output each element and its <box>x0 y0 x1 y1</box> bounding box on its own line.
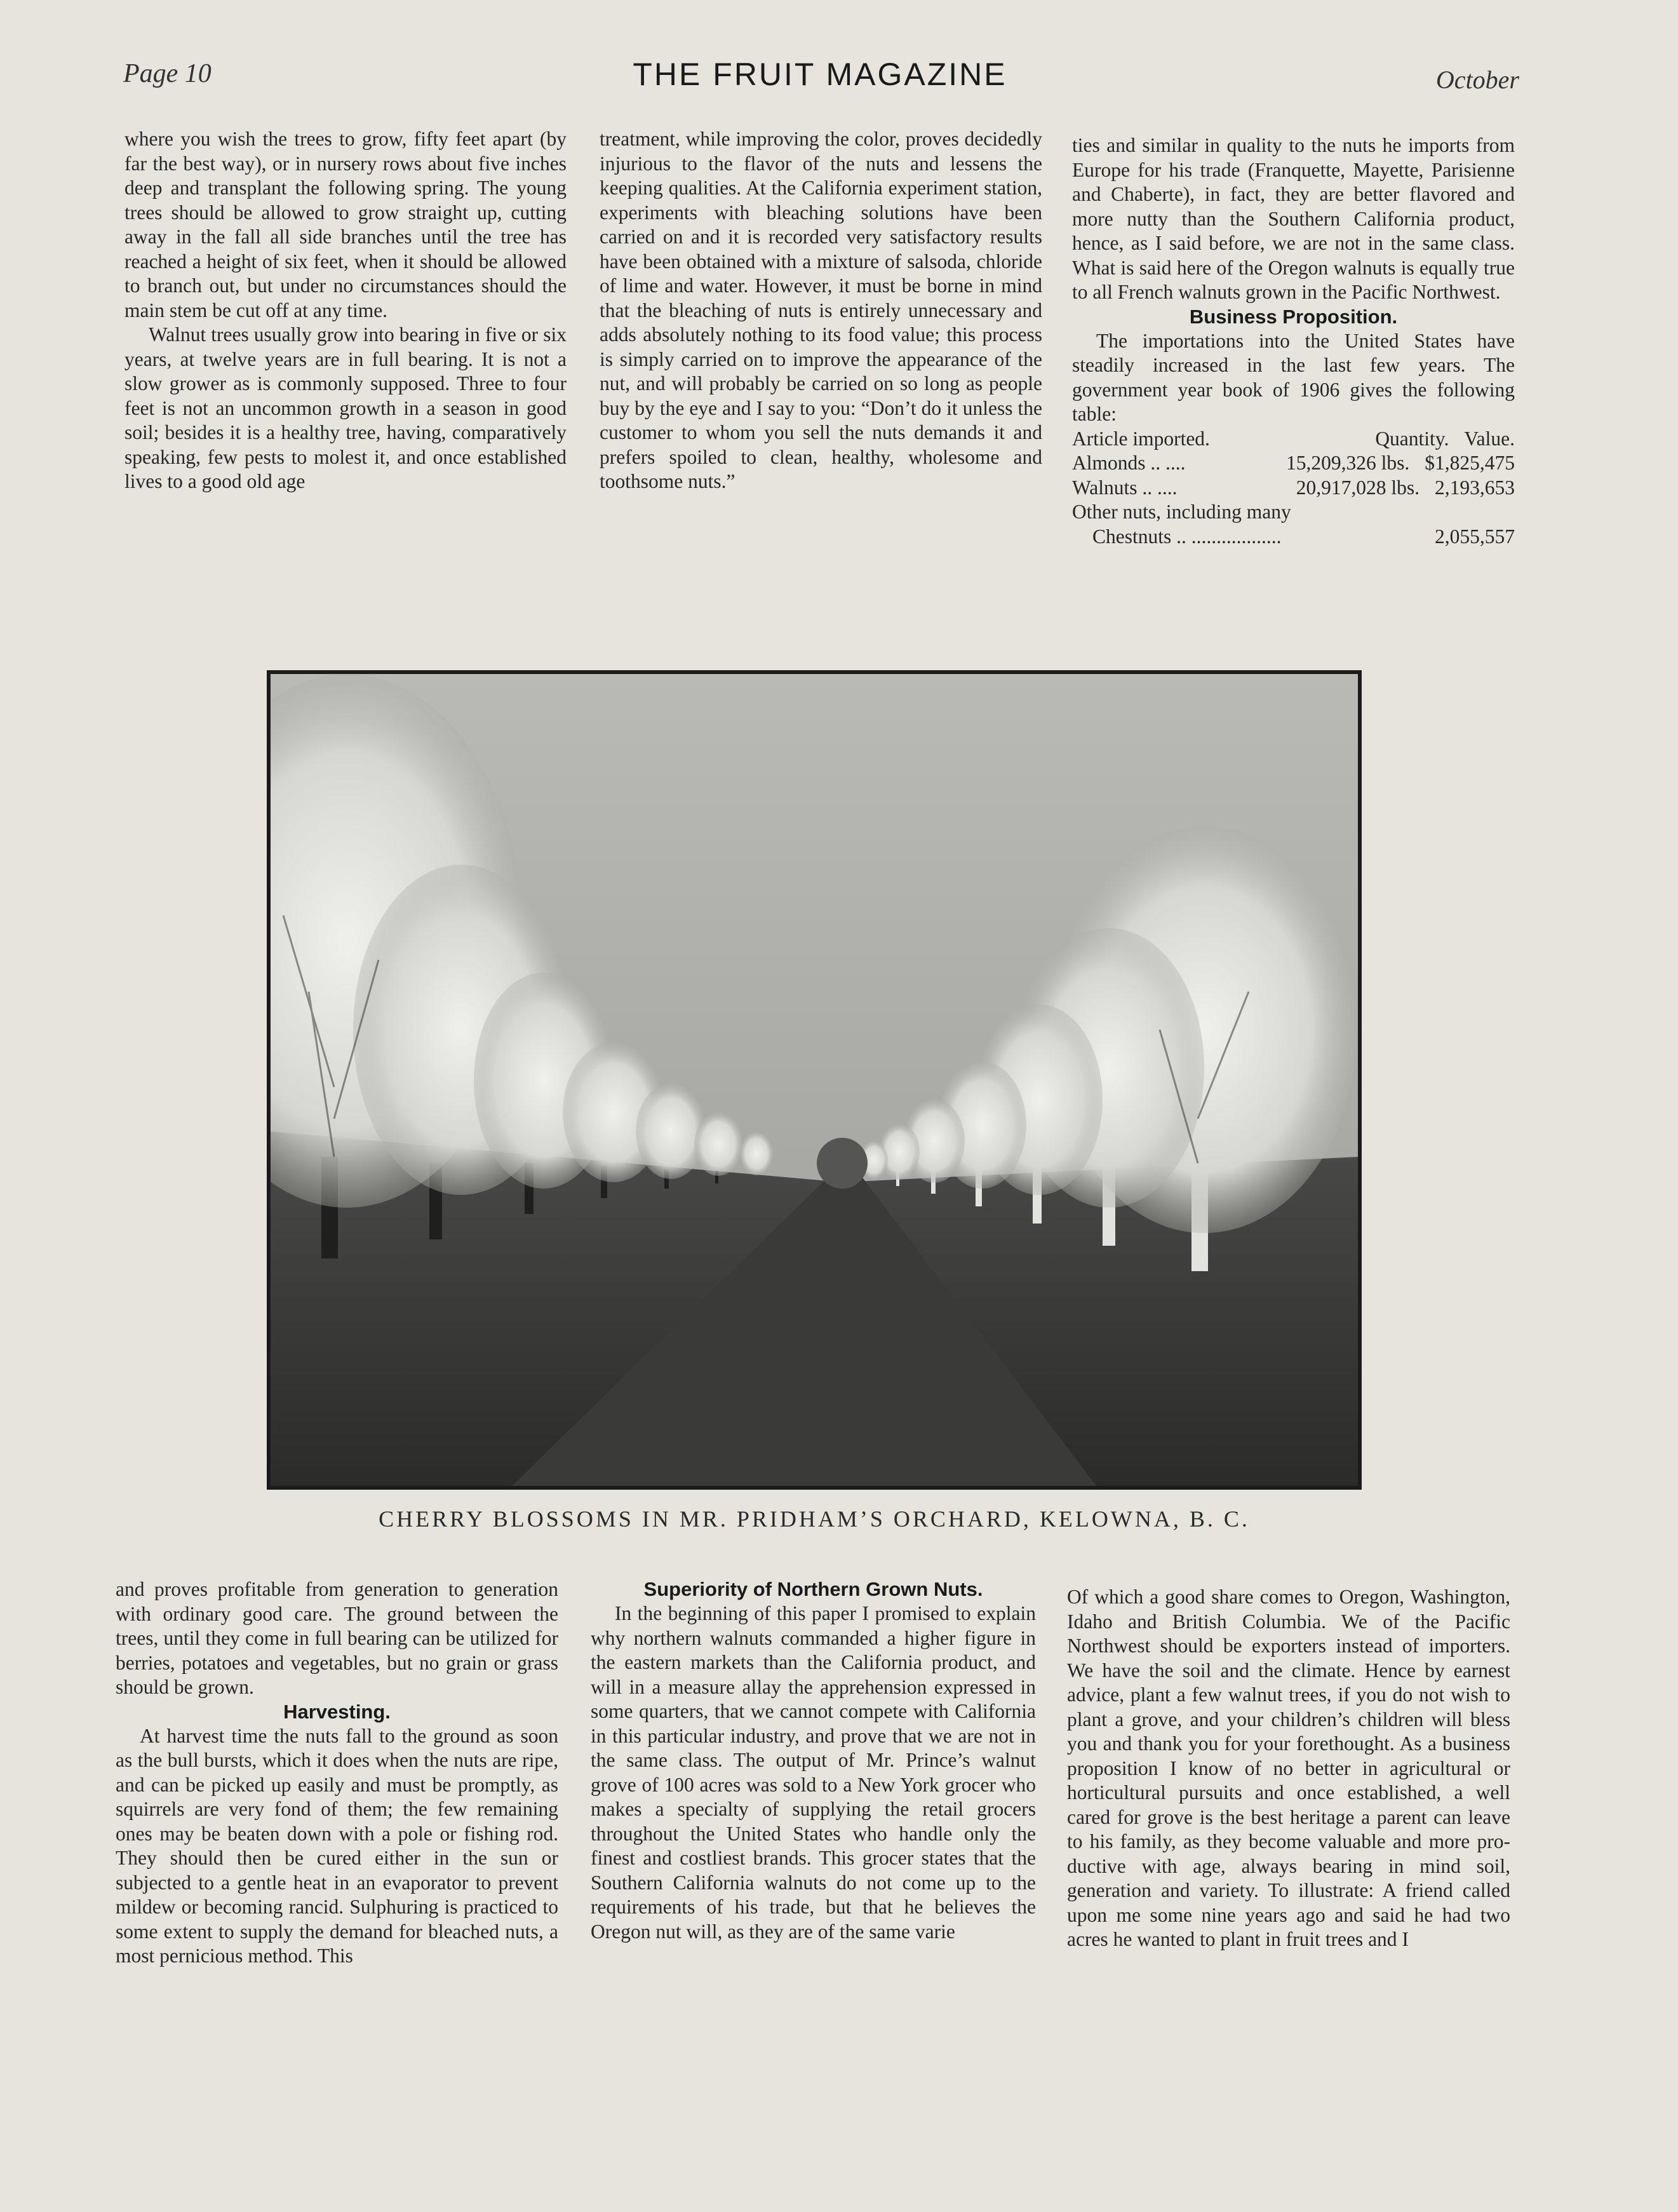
section-heading-harvesting: Harvesting. <box>283 1700 391 1723</box>
table-cell: $1,825,475 <box>1425 452 1515 474</box>
cherry-orchard-illustration <box>271 674 1358 1486</box>
table-cell: 15,209,326 lbs. <box>1285 452 1410 474</box>
paragraph: treatment, while improving the color, proves decidedly injurious to the flavor of the nuts and lessens the keeping qualities. At the California experiment station, experiments with bleaching solutions have been carried on and it is recorded very satisfactory results have been obtained with a mixture of salsoda, chloride of lime and water. However, it must be borne in mind that the bleaching of nuts is entirely unnecessary and adds absolutely nothing to its food value; this process is simply carried on to improve the appearance of the nut, and will probably be carried on so long as people buy by the eye and I say to you: “Don’t do it unless the customer to whom you sell the nuts demands it and prefers spoiled to clean, healthy, wholesome and toothsome nuts.” <box>600 128 1042 492</box>
table-header-cell: Quantity. <box>1375 427 1449 450</box>
table-header-cell: Article imported. <box>1072 427 1210 450</box>
paragraph: Of which a good share comes to Oregon, Washington, Idaho and British Columbia. We of the Pacific Northwest should be exporters instead of importers. We have the soil and the climate. Hence by earnest advice, plant a few walnut trees, if you do not wish to plant a grove, and your children’s children will bless you and thank you for your forethought. As a business proposition I know of no better in agricultural or horticultural pursuits and once established, a well cared for grove is the best heritage a parent can leave to his family, as they become valuable and more productive with age, always bearing in mind soil, generation and variety. To illustrate: A friend called upon me some nine years ago and said he had two acres he wanted to plant in fruit trees and I <box>1067 1586 1510 1950</box>
table-row <box>1072 451 1515 476</box>
paragraph: and proves profitable from generation to generation with ordinary good care. The ground between the trees, until they come in full bearing can be utilized for berries, potatoes and vegetables, but no grain or grass should be grown. <box>116 1578 558 1698</box>
paragraph: In the beginning of this paper I promised to explain why northern walnuts commanded a higher figure in the eastern markets than the California product, and will in a measure allay the apprehension expressed in some quarters, that we cannot compete with California in this particular industry, and prove that we are not in the same class. The output of Mr. Prince’s walnut grove of 100 acres was sold to a New York grocer who makes a specialty of supplying the retail grocers throughout the United States who handle only the finest and costliest brands. This grocer states that the Southern California walnuts do not come up to the requirements of his trade, but that he believes the Oregon nut will, as they are of the same varie <box>591 1602 1036 1943</box>
column-top-right <box>1072 133 1515 549</box>
photo-caption: CHERRY BLOSSOMS IN MR. PRIDHAM’S ORCHARD, KELOWNA, B. C. <box>379 1506 1250 1532</box>
table-cell: 20,917,028 lbs. <box>1296 476 1420 499</box>
table-cell: Almonds .. .... <box>1072 452 1186 474</box>
page-number: Page 10 <box>123 59 211 88</box>
table-cell: Other nuts, including many <box>1072 501 1291 523</box>
paragraph: At harvest time the nuts fall to the ground as soon as the bull bursts, which it does when the nuts are ripe, and can be picked up easily and must be promptly, as squirrels are very fond of them; the few remaining ones may be beaten down with a pole or fishing rod. They should then be cured either in the sun or subjected to a gentle heat in an evaporator to prevent mildew or becoming rancid. Sulphuring is practiced to some extent to supply the demand for bleached nuts, a most pernicious method. This <box>116 1724 558 1967</box>
column-bottom-left <box>116 1577 558 1969</box>
orchard-photograph <box>267 670 1362 1490</box>
table-header-cell: Value. <box>1464 427 1515 450</box>
table-row <box>1072 500 1515 525</box>
column-bottom-middle <box>591 1577 1036 1944</box>
table-row <box>1072 476 1515 501</box>
table-cell: Walnuts .. .... <box>1072 476 1178 499</box>
issue-month: October <box>1435 65 1519 94</box>
table-cell: 2,193,653 <box>1435 476 1515 499</box>
page-header <box>121 56 1519 100</box>
table-cell: Chestnuts .. .................. <box>1092 525 1282 548</box>
section-heading-business: Business Proposition. <box>1189 305 1398 328</box>
section-heading-superiority: Superiority of Northern Grown Nuts. <box>643 1578 983 1600</box>
column-top-left <box>124 127 567 494</box>
paragraph: The importations into the United States have steadily increased in the last few years. The government year book of 1906 gives the following table: <box>1072 329 1515 425</box>
paragraph: ties and similar in quality to the nuts he imports from Europe for his trade (Franquette, Mayette, Parisienne and Chaberte), in fact, they are better flavored and more nutty than the Southern California product, hence, as I said before, we are not in the same class. What is said here of the Oregon walnuts is equally true to all French walnuts grown in the Pacific Northwest. <box>1072 134 1515 303</box>
table-cell: 2,055,557 <box>1435 525 1515 548</box>
table-row <box>1072 525 1515 550</box>
column-bottom-right <box>1067 1585 1510 1952</box>
imports-table <box>1072 427 1515 550</box>
table-header-row <box>1072 427 1515 452</box>
paragraph: Walnut trees usually grow into bearing in five or six years, at twelve years are in full bearing. It is not a slow grower as is commonly supposed. Three to four feet is not an uncommon growth in a season in good soil; besides it is a healthy tree, having, comparatively speaking, few pests to molest it, and once established lives to a good old age <box>124 323 567 492</box>
column-top-middle <box>600 127 1042 494</box>
paragraph: where you wish the trees to grow, fifty feet apart (by far the best way), or in nursery rows about five inches deep and transplant the following spring. The young trees should be allowed to grow straight up, cutting away in the fall all side branches until the tree has reached a height of six feet, when it should be allowed to branch out, but under no circumstances should the main stem be cut off at any time. <box>124 128 567 321</box>
magazine-title: THE FRUIT MAGAZINE <box>633 57 1007 92</box>
